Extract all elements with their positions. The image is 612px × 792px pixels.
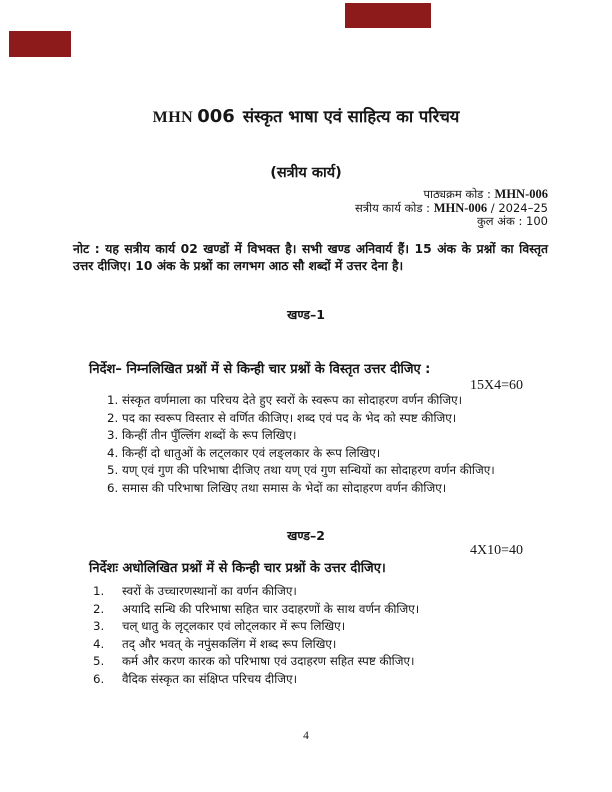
section-2-marks: 4X10=40 xyxy=(469,543,523,558)
question-text: यण् एवं गुण की परिभाषा दीजिए तथा यण् एवं गुण सन्धियों का सोदाहरण वर्णन कीजिए। xyxy=(122,463,495,478)
question-item xyxy=(107,427,495,445)
question-text: किन्हीं दो धातुओं के लट्लकार एवं लङ्लकार के रूप लिखिए। xyxy=(122,445,381,460)
section-2-instruction: निर्देशः अधोलिखित प्रश्नों में से किन्ही चार प्रश्नों के उत्तर दीजिए। xyxy=(89,561,386,576)
assignment-code-line xyxy=(355,202,548,216)
question-number: 2. xyxy=(107,410,119,425)
question-text: तद् और भवत् के नपुंसकलिंग में शब्द रूप लिखिए। xyxy=(122,636,337,651)
course-code-prefix: MHN xyxy=(152,109,194,126)
question-text: पद का स्वरूप विस्तार से वर्णित कीजिए। शब्द एवं पद के भेद को स्पष्ट कीजिए। xyxy=(122,410,457,425)
question-text: किन्हीं तीन पुँल्लिंग शब्दों के रूप लिखिए। xyxy=(122,428,297,443)
total-marks-label: कुल अंक : xyxy=(476,214,527,228)
page-number: 4 xyxy=(303,730,309,742)
redaction-mark-top xyxy=(345,3,431,28)
question-item xyxy=(107,462,495,480)
question-item xyxy=(93,636,419,654)
question-number: 3. xyxy=(93,619,105,634)
question-item xyxy=(93,653,419,671)
question-number: 1. xyxy=(107,393,119,407)
page-title xyxy=(0,92,612,130)
question-item xyxy=(107,392,495,410)
note-text: नोट : यह सत्रीय कार्य 02 खण्डों में विभक्त है। सभी खण्ड अनिवार्य हैं। 15 अंक के प्रश्नों का विस्तृत उत्तर दीजिए। 10 अंक के प्रश्नों का लगभग आठ सौ शब्दों में उत्तर देना है। xyxy=(73,242,548,273)
question-text: चल् धातु के लृट्लकार एवं लोट्लकार में रूप लिखिए। xyxy=(122,619,346,634)
assignment-code-session: / 2024–25 xyxy=(487,200,548,215)
total-marks-value: 100 xyxy=(526,214,548,228)
course-code-line xyxy=(355,188,548,202)
question-number: 3. xyxy=(107,428,119,443)
total-marks-line xyxy=(355,215,548,229)
assignment-subtitle: (सत्रीय कार्य) xyxy=(270,165,342,181)
question-item xyxy=(93,601,419,619)
assignment-code-label: सत्रीय कार्य कोड : xyxy=(354,200,434,215)
section-1-marks: 15X4=60 xyxy=(469,378,523,393)
question-number: 4. xyxy=(107,445,119,460)
question-item xyxy=(107,445,495,463)
question-item xyxy=(93,618,419,636)
question-text: स्वरों के उच्चारणस्थानों का वर्णन कीजिए। xyxy=(122,584,297,598)
question-number: 5. xyxy=(93,654,105,669)
question-number: 6. xyxy=(107,480,119,495)
question-text: अयादि सन्धि की परिभाषा सहित चार उदाहरणों के साथ वर्णन कीजिए। xyxy=(122,601,420,616)
section-1-questions xyxy=(107,392,495,498)
section-2-questions xyxy=(93,583,419,689)
question-number: 6. xyxy=(93,671,105,686)
redaction-mark-left xyxy=(9,31,71,57)
question-item xyxy=(107,480,495,498)
course-code-label: पाठ्यक्रम कोड : xyxy=(423,187,495,201)
question-text: कर्म और करण कारक को परिभाषा एवं उदाहरण सहित स्पष्ट कीजिए। xyxy=(122,654,415,669)
question-item xyxy=(107,410,495,428)
course-code-value: MHN-006 xyxy=(494,187,548,201)
question-number: 1. xyxy=(93,584,105,598)
question-number: 5. xyxy=(107,463,119,478)
course-code-number: 006 xyxy=(197,106,235,127)
course-title-text: संस्कृत भाषा एवं साहित्य का परिचय xyxy=(242,107,460,126)
question-number: 2. xyxy=(93,601,105,616)
question-item xyxy=(93,671,419,689)
question-item xyxy=(93,583,419,601)
section-1-instruction: निर्देश– निम्नलिखित प्रश्नों में से किन्ही चार प्रश्नों के विस्तृत उत्तर दीजिए : xyxy=(89,362,431,377)
assignment-code-value: MHN-006 xyxy=(433,200,488,215)
section-2-heading: खण्ड–2 xyxy=(287,528,325,543)
section-1-heading: खण्ड–1 xyxy=(287,307,325,322)
meta-block xyxy=(355,188,548,229)
question-text: समास की परिभाषा लिखिए तथा समास के भेदों का सोदाहरण वर्णन कीजिए। xyxy=(122,480,447,495)
question-number: 4. xyxy=(93,636,105,651)
question-text: वैदिक संस्कृत का संक्षिप्त परिचय दीजिए। xyxy=(122,671,298,686)
question-text: संस्कृत वर्णमाला का परिचय देते हुए स्वरों के स्वरूप का सोदाहरण वर्णन कीजिए। xyxy=(122,393,463,407)
